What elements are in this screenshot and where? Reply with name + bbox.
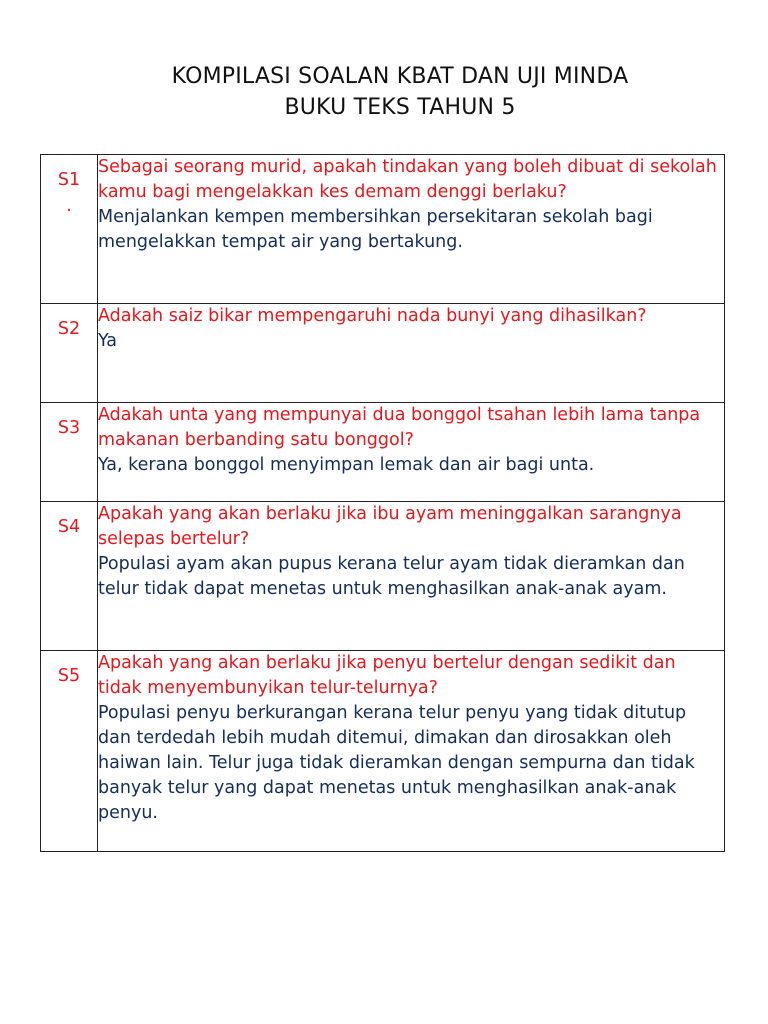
question-number-cell [41, 403, 98, 502]
question-number: S5 [57, 666, 81, 686]
answer-text: Ya [98, 331, 118, 351]
table-row [41, 651, 725, 852]
question-table [40, 154, 725, 852]
question-text: Sebagai seorang murid, apakah tindakan yang boleh dibuat di sekolah kamu bagi mengelakkan kes demam denggi berlaku? [98, 157, 717, 202]
document-subtitle: BUKU TEKS TAHUN 5 [284, 95, 516, 120]
answer-text: Ya, kerana bonggol menyimpan lemak dan air bagi unta. [98, 455, 595, 475]
question-number-cell [41, 651, 98, 852]
question-number: S3 [57, 418, 81, 438]
question-number: S2 [57, 319, 81, 339]
question-number: S4 [57, 517, 81, 537]
question-number: S1 . [57, 170, 81, 216]
question-answer-cell [98, 155, 725, 304]
question-answer-cell [98, 403, 725, 502]
table-row [41, 502, 725, 651]
question-answer-cell [98, 651, 725, 852]
document-title: KOMPILASI SOALAN KBAT DAN UJI MINDA [171, 64, 629, 89]
question-text: Adakah unta yang mempunyai dua bonggol tsahan lebih lama tanpa makanan berbanding satu bonggol? [98, 405, 701, 450]
table-row [41, 304, 725, 403]
table-row [41, 403, 725, 502]
question-answer-cell [98, 304, 725, 403]
question-text: Apakah yang akan berlaku jika penyu bertelur dengan sedikit dan tidak menyembunyikan telur-telurnya? [98, 653, 676, 698]
question-number-cell [41, 304, 98, 403]
answer-text: Populasi ayam akan pupus kerana telur ayam tidak dieramkan dan telur tidak dapat menetas untuk menghasilkan anak-anak ayam. [98, 554, 685, 599]
answer-text: Menjalankan kempen membersihkan persekitaran sekolah bagi mengelakkan tempat air yang bertakung. [98, 207, 653, 252]
question-number-cell [41, 155, 98, 304]
question-text: Apakah yang akan berlaku jika ibu ayam meninggalkan sarangnya selepas bertelur? [98, 504, 682, 549]
question-text: Adakah saiz bikar mempengaruhi nada bunyi yang dihasilkan? [98, 306, 647, 326]
table-row [41, 155, 725, 304]
question-number-cell [41, 502, 98, 651]
question-answer-cell [98, 502, 725, 651]
answer-text: Populasi penyu berkurangan kerana telur penyu yang tidak ditutup dan terdedah lebih mudah ditemui, dimakan dan dirosakkan oleh haiwan lain. Telur juga tidak dieramkan dengan sempurna dan tidak banyak telur yang dapat menetas untuk menghasilkan anak-anak penyu. [98, 703, 695, 823]
